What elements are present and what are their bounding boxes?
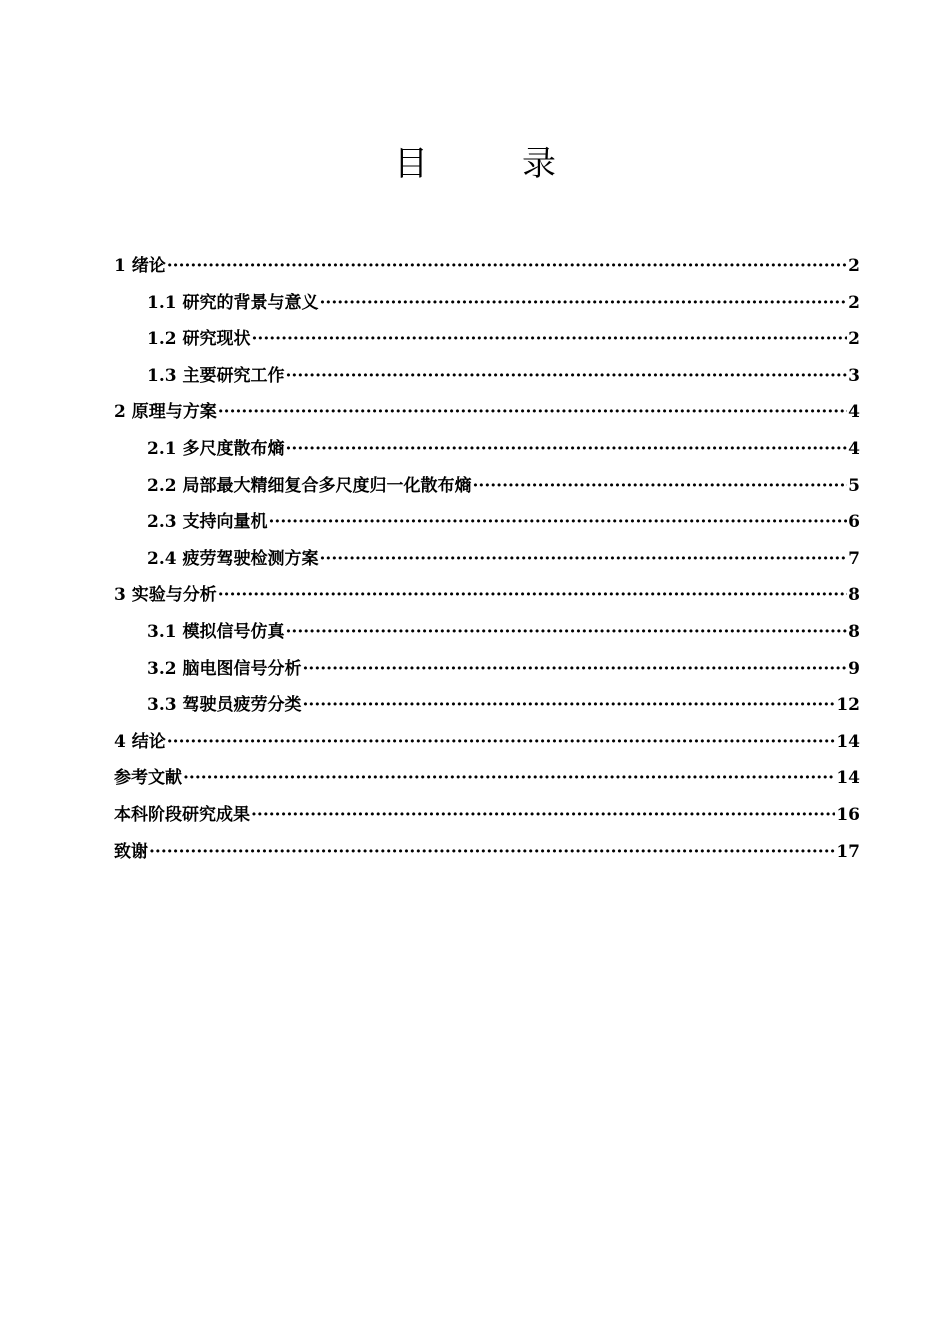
toc-page-number: 6: [848, 512, 860, 533]
toc-entry[interactable]: [114, 544, 860, 581]
toc-entry[interactable]: [114, 690, 860, 727]
toc-entry[interactable]: [114, 361, 860, 398]
toc-dot-leader: [252, 329, 848, 349]
toc-dot-leader: [251, 805, 835, 825]
toc-entry[interactable]: [114, 251, 860, 288]
toc-page-number: 2: [848, 256, 860, 276]
toc-entry-label: 3.3 驾驶员疲劳分类: [147, 695, 302, 716]
toc-dot-leader: [149, 842, 835, 862]
toc-dot-leader: [286, 622, 848, 642]
toc-entry[interactable]: [114, 397, 860, 434]
toc-entry-label: 致谢: [114, 841, 148, 862]
toc-entry-label: 2 原理与方案: [114, 402, 217, 423]
toc-page-number: 2: [848, 329, 860, 350]
toc-dot-leader: [183, 768, 835, 788]
toc-entry-label: 3.2 脑电图信号分析: [147, 658, 302, 679]
toc-page-number: 4: [848, 438, 860, 459]
toc-entry-label: 2.4 疲劳驾驶检测方案: [147, 548, 319, 569]
toc-entry-label: 1 绪论: [114, 256, 166, 276]
toc-entry[interactable]: [114, 471, 860, 508]
toc-page-number: 3: [848, 365, 860, 386]
toc-page-number: 14: [836, 768, 860, 789]
toc-entry[interactable]: [114, 654, 860, 691]
toc-entry-label: 1.3 主要研究工作: [147, 365, 285, 386]
toc-dot-leader: [303, 659, 848, 679]
toc-page-number: 12: [836, 695, 860, 716]
toc-entry[interactable]: [114, 324, 860, 361]
toc-dot-leader: [303, 695, 836, 715]
toc-dot-leader: [218, 585, 847, 605]
toc-entry[interactable]: [114, 800, 860, 837]
toc-entry-label: 2.1 多尺度散布熵: [147, 438, 285, 459]
toc-dot-leader: [473, 476, 848, 496]
toc-page-number: 4: [848, 402, 860, 423]
toc-entry-label: 3.1 模拟信号仿真: [147, 621, 285, 642]
toc-entry[interactable]: [114, 727, 860, 764]
toc-entry[interactable]: [114, 507, 860, 544]
toc-entry[interactable]: [114, 434, 860, 471]
toc-entry-label: 4 结论: [114, 731, 166, 752]
toc-entry-label: 3 实验与分析: [114, 585, 217, 606]
toc-page-number: 7: [848, 548, 860, 569]
toc-entry[interactable]: [114, 580, 860, 617]
toc-page-number: 2: [848, 292, 860, 313]
toc-dot-leader: [320, 293, 848, 313]
toc-dot-leader: [167, 732, 836, 752]
toc-page-number: 9: [848, 658, 860, 679]
toc-entry-label: 参考文献: [114, 768, 182, 789]
toc-entry-label: 2.2 局部最大精细复合多尺度归一化散布熵: [147, 475, 472, 496]
toc-dot-leader: [286, 439, 848, 459]
toc-entry[interactable]: [114, 288, 860, 325]
toc-entry-label: 本科阶段研究成果: [114, 804, 250, 825]
toc-page-number: 16: [836, 804, 860, 825]
toc-page-number: 8: [848, 585, 860, 606]
toc-dot-leader: [218, 402, 847, 422]
toc-entry[interactable]: [114, 837, 860, 874]
toc-entry-label: 1.1 研究的背景与意义: [147, 292, 319, 313]
toc-page-number: 5: [848, 475, 860, 496]
toc-entry-label: 1.2 研究现状: [147, 329, 251, 350]
toc-page-number: 14: [836, 731, 860, 752]
toc-page-number: 17: [836, 841, 860, 862]
toc-entry[interactable]: [114, 617, 860, 654]
toc-page-number: 8: [848, 621, 860, 642]
page-title: 目 录: [394, 144, 586, 184]
toc-dot-leader: [269, 512, 848, 532]
toc-dot-leader: [167, 256, 847, 276]
toc-entry-label: 2.3 支持向量机: [147, 512, 268, 533]
toc-dot-leader: [320, 549, 848, 569]
table-of-contents: [114, 251, 860, 873]
toc-entry[interactable]: [114, 763, 860, 800]
toc-dot-leader: [286, 366, 848, 386]
